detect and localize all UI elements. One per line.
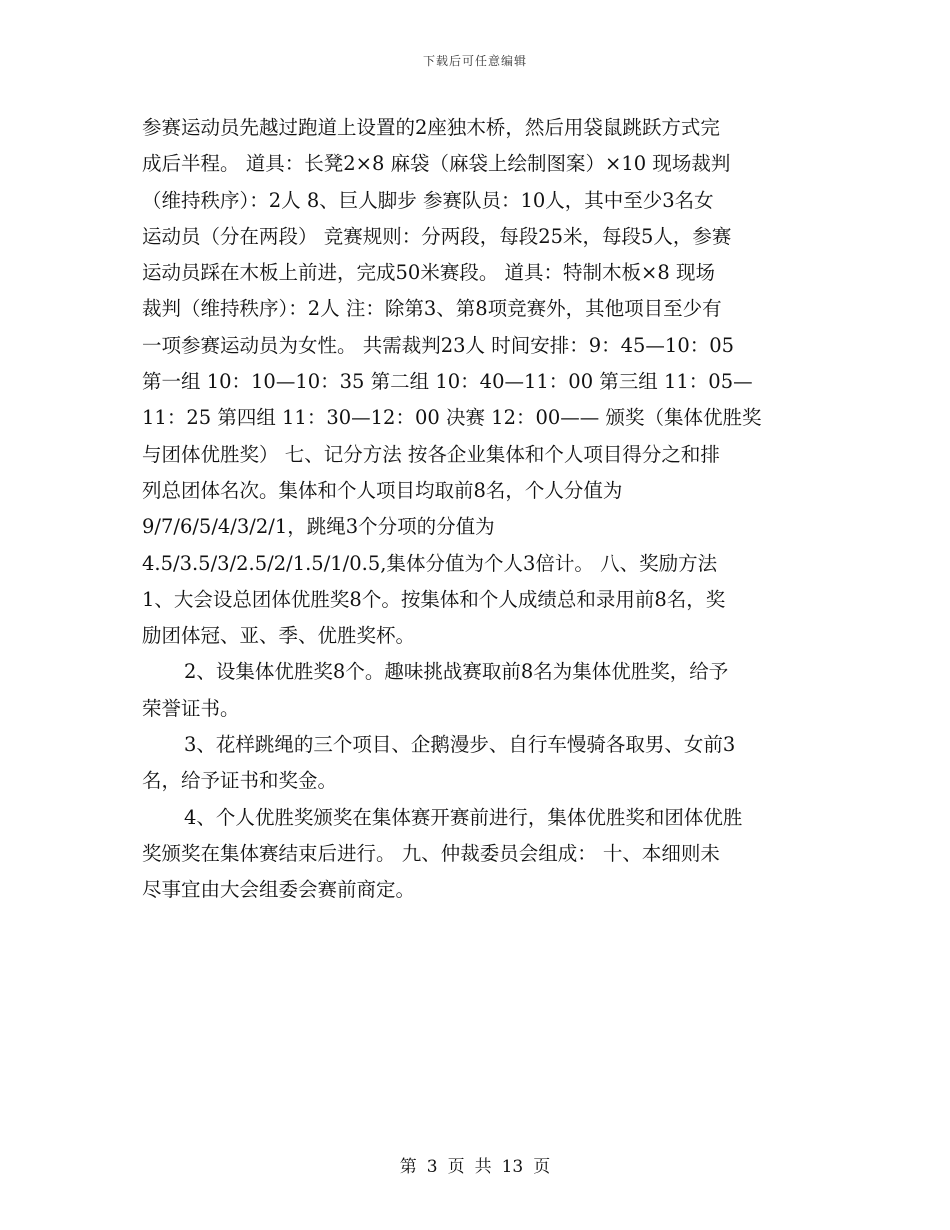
text-line: 2、设集体优胜奖8个。趣味挑战赛取前8名为集体优胜奖，给予: [184, 660, 729, 684]
text-line: 名，给予证书和奖金。: [142, 769, 338, 793]
text-line: 荣誉证书。: [142, 696, 240, 720]
text-line: （维持秩序）：2人 8、巨人脚步 参赛队员：10人，其中至少3名女: [142, 188, 714, 212]
text-line: 第一组 10：10—10：35 第二组 10：40—11：00 第三组 11：05—: [142, 370, 753, 394]
text-line: 11：25 第四组 11：30—12：00 决赛 12：00—— 颁奖（集体优胜奖: [142, 406, 762, 430]
text-line: 运动员踩在木板上前进，完成50米赛段。 道具：特制木板×8 现场: [142, 261, 715, 285]
text-line: 裁判（维持秩序）：2人 注：除第3、第8项竞赛外，其他项目至少有: [142, 297, 722, 321]
paragraph-1: [142, 110, 810, 654]
text-line: 尽事宜由大会组委会赛前商定。: [142, 878, 416, 902]
paragraph-2: [142, 654, 810, 727]
text-line: 3、花样跳绳的三个项目、企鹅漫步、自行车慢骑各取男、女前3: [184, 733, 736, 757]
document-body: [142, 110, 810, 909]
footer-label-ye2: 页: [533, 1157, 551, 1177]
footer-label-page: 第: [399, 1157, 417, 1177]
text-line: 运动员（分在两段） 竞赛规则：分两段，每段25米，每段5人，参赛: [142, 224, 732, 248]
paragraph-3: [142, 727, 810, 800]
text-line: 励团体冠、亚、季、优胜奖杯。: [142, 624, 416, 648]
text-line: 9/7/6/5/4/3/2/1，跳绳3个分项的分值为: [142, 515, 495, 539]
text-line: 列总团体名次。集体和个人项目均取前8名，个人分值为: [142, 478, 623, 502]
text-line: 参赛运动员先越过跑道上设置的2座独木桥，然后用袋鼠跳跃方式完: [142, 116, 720, 139]
text-line: 一项参赛运动员为女性。 共需裁判23人 时间安排：9：45—10：05: [142, 333, 735, 357]
text-line: 奖颁奖在集体赛结束后进行。 九、仲裁委员会组成： 十、本细则未: [142, 841, 720, 865]
page-header: 下载后可任意编辑: [422, 54, 527, 68]
footer-label-total: 共: [474, 1157, 492, 1177]
text-line: 成后半程。 道具：长凳2×8 麻袋（麻袋上绘制图案）×10 现场裁判: [142, 152, 731, 176]
text-line: 1、大会设总团体优胜奖8个。按集体和个人成绩总和录用前8名，奖: [142, 587, 726, 611]
text-line: 4、个人优胜奖颁奖在集体赛开赛前进行，集体优胜奖和团体优胜: [184, 805, 743, 829]
footer-current-page: 3: [426, 1157, 438, 1177]
paragraph-4: [142, 800, 810, 909]
text-line: 4.5/3.5/3/2.5/2/1.5/1/0.5,集体分值为个人3倍计。 八、奖励方法: [142, 551, 718, 575]
footer-label-ye: 页: [447, 1157, 465, 1177]
page-footer: [0, 1152, 950, 1177]
footer-total-pages: 13: [501, 1157, 524, 1177]
text-line: 与团体优胜奖） 七、记分方法 按各企业集体和个人项目得分之和排: [142, 442, 720, 466]
